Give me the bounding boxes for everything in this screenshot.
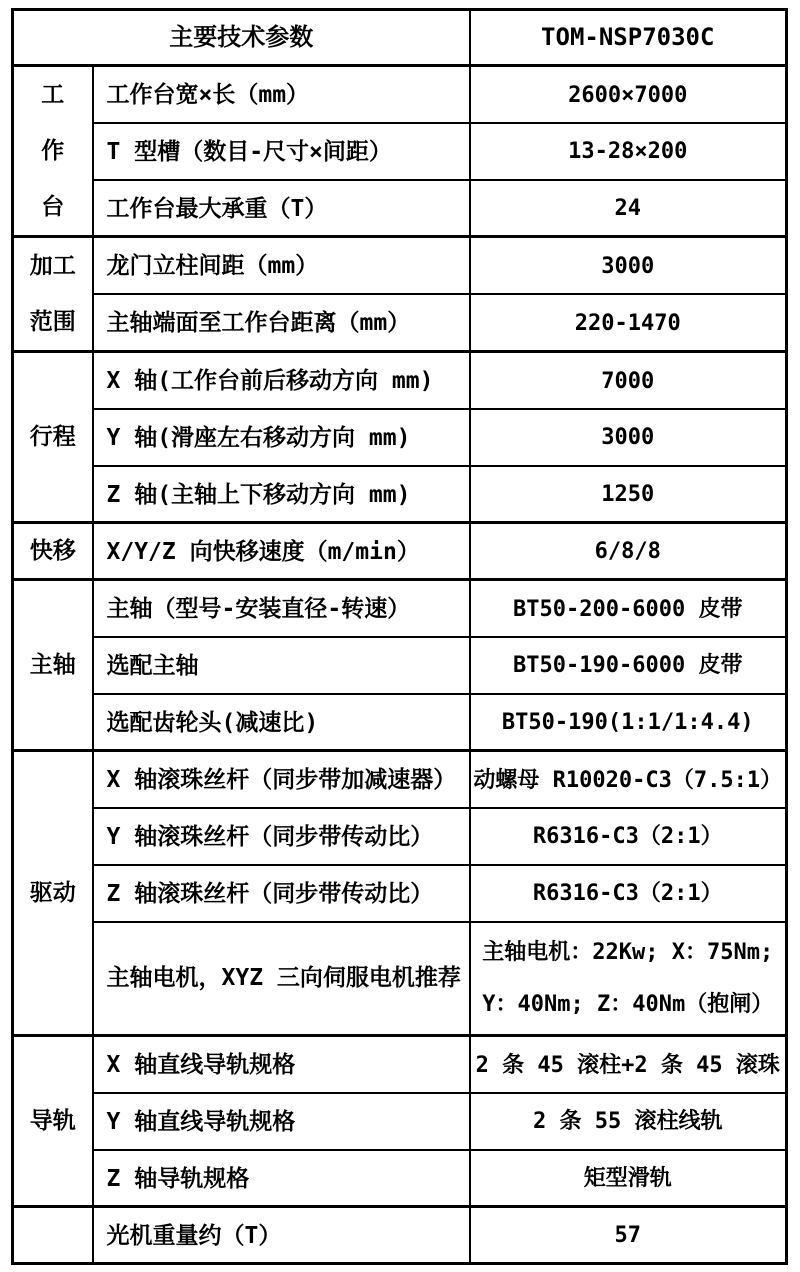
param-cell: X 轴滚珠丝杆（同步带加减速器） xyxy=(93,751,470,808)
value-cell: BT50-200-6000 皮带 xyxy=(470,580,787,637)
spec-row xyxy=(13,409,787,466)
value-cell: BT50-190-6000 皮带 xyxy=(470,637,787,694)
spec-row xyxy=(13,237,787,295)
spec-table xyxy=(11,8,788,1265)
spec-row xyxy=(13,637,787,694)
group-cell-guideway xyxy=(13,1036,93,1207)
value-cell: 220-1470 xyxy=(470,294,787,352)
group-label: 导轨 xyxy=(29,1107,76,1134)
spec-row xyxy=(13,66,787,123)
value-cell: 矩型滑轨 xyxy=(470,1150,787,1207)
spec-row xyxy=(13,1207,787,1264)
param-cell: Y 轴(滑座左右移动方向 mm) xyxy=(93,409,470,466)
group-cell-drive xyxy=(13,751,93,1036)
value-cell: 24 xyxy=(470,180,787,237)
param-cell: X 轴(工作台前后移动方向 mm) xyxy=(93,352,470,409)
group-cell-worktable xyxy=(13,66,93,237)
value-cell: BT50-190(1:1/1:4.4) xyxy=(470,694,787,751)
group-label: 驱动 xyxy=(29,879,76,906)
spec-row xyxy=(13,1093,787,1150)
value-cell: 1250 xyxy=(470,466,787,523)
value-line: 主轴电机：22Kw; X：75Nm; xyxy=(482,940,774,966)
spec-row xyxy=(13,523,787,580)
header-row xyxy=(13,10,787,66)
group-label-line: 加工 xyxy=(29,252,76,279)
param-cell: 选配齿轮头(减速比) xyxy=(93,694,470,751)
spec-row xyxy=(13,1036,787,1093)
spec-row xyxy=(13,466,787,523)
group-cell-machining-range xyxy=(13,237,93,352)
group-cell-spindle xyxy=(13,580,93,751)
spec-row xyxy=(13,352,787,409)
spec-row xyxy=(13,123,787,180)
value-cell: 57 xyxy=(470,1207,787,1264)
value-cell: 3000 xyxy=(470,409,787,466)
param-cell: Y 轴直线导轨规格 xyxy=(93,1093,470,1150)
value-cell xyxy=(470,922,787,1036)
group-label-line: 台 xyxy=(41,193,65,220)
value-line: Y：40Nm; Z：40Nm（抱闸） xyxy=(482,992,774,1018)
spec-row xyxy=(13,751,787,808)
spec-row xyxy=(13,694,787,751)
spec-row xyxy=(13,808,787,865)
param-cell: 工作台最大承重（T） xyxy=(93,180,470,237)
param-cell: 主轴（型号-安装直径-转速） xyxy=(93,580,470,637)
group-cell-empty xyxy=(13,1207,93,1264)
group-label-line: 工 xyxy=(41,81,65,108)
value-cell: 2 条 45 滚柱+2 条 45 滚珠 xyxy=(470,1036,787,1093)
param-cell: T 型槽（数目-尺寸×间距） xyxy=(93,123,470,180)
value-cell: R6316-C3（2:1） xyxy=(470,808,787,865)
group-label: 行程 xyxy=(29,423,76,450)
group-cell-travel xyxy=(13,352,93,523)
header-param-title: 主要技术参数 xyxy=(13,10,470,66)
spec-row xyxy=(13,580,787,637)
spec-row xyxy=(13,922,787,1036)
value-cell: R6316-C3（2:1） xyxy=(470,865,787,922)
param-cell: 主轴电机，XYZ 三向伺服电机推荐 xyxy=(93,922,470,1036)
spec-row xyxy=(13,865,787,922)
param-cell: Z 轴(主轴上下移动方向 mm) xyxy=(93,466,470,523)
group-label-line: 范围 xyxy=(29,308,76,335)
value-cell: 6/8/8 xyxy=(470,523,787,580)
param-cell: Y 轴滚珠丝杆（同步带传动比） xyxy=(93,808,470,865)
param-cell: Z 轴导轨规格 xyxy=(93,1150,470,1207)
param-cell: 主轴端面至工作台距离（mm） xyxy=(93,294,470,352)
header-model: TOM-NSP7030C xyxy=(470,10,787,66)
group-label: 快移 xyxy=(29,537,76,564)
value-cell: 3000 xyxy=(470,237,787,295)
group-label: 主轴 xyxy=(29,651,76,678)
param-cell: X/Y/Z 向快移速度（m/min） xyxy=(93,523,470,580)
group-cell-rapid xyxy=(13,523,93,580)
param-cell: X 轴直线导轨规格 xyxy=(93,1036,470,1093)
value-cell: 动螺母 R10020-C3（7.5:1） xyxy=(470,751,787,808)
value-cell: 2 条 55 滚柱线轨 xyxy=(470,1093,787,1150)
param-cell: Z 轴滚珠丝杆（同步带传动比） xyxy=(93,865,470,922)
value-cell: 13-28×200 xyxy=(470,123,787,180)
param-cell: 龙门立柱间距（mm） xyxy=(93,237,470,295)
group-label xyxy=(14,238,92,350)
group-label xyxy=(14,67,92,235)
param-cell: 工作台宽×长（mm） xyxy=(93,66,470,123)
value-cell: 2600×7000 xyxy=(470,66,787,123)
spec-row xyxy=(13,294,787,352)
param-cell: 光机重量约（T） xyxy=(93,1207,470,1264)
group-label-line: 作 xyxy=(41,137,65,164)
spec-row xyxy=(13,1150,787,1207)
param-cell: 选配主轴 xyxy=(93,637,470,694)
value-cell: 7000 xyxy=(470,352,787,409)
spec-row xyxy=(13,180,787,237)
